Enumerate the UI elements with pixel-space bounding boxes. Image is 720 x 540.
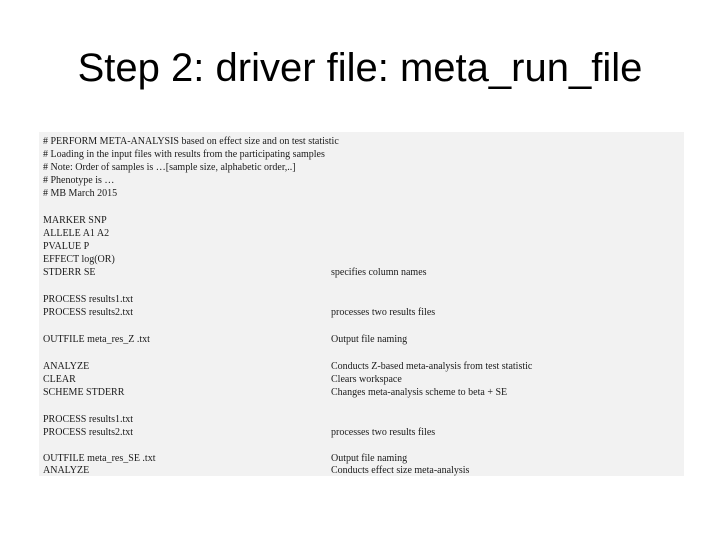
comment-line: # Loading in the input files with results from the participating samples	[43, 149, 325, 160]
analyze-note: Conducts Z-based meta-analysis from test statistic	[331, 361, 533, 372]
column-spec-line: PVALUE P	[43, 241, 90, 252]
process-note: processes two results files	[331, 427, 436, 438]
analyze-note: Conducts effect size meta-analysis	[331, 465, 470, 476]
column-spec-note: specifies column names	[331, 267, 427, 278]
column-spec-line: MARKER SNP	[43, 215, 107, 226]
column-spec-line: ALLELE A1 A2	[43, 228, 110, 239]
column-spec-line: STDERR SE	[43, 267, 96, 278]
process-line: PROCESS results1.txt	[43, 414, 134, 425]
process-line: PROCESS results1.txt	[43, 294, 134, 305]
clear-line: CLEAR	[43, 374, 76, 385]
outfile-line: OUTFILE meta_res_Z .txt	[43, 334, 150, 345]
column-spec-line: EFFECT log(OR)	[43, 254, 115, 265]
analyze-line: ANALYZE	[43, 361, 90, 372]
process-line: PROCESS results2.txt	[43, 427, 134, 438]
scheme-note: Changes meta-analysis scheme to beta + SE	[331, 387, 508, 398]
process-line: PROCESS results2.txt	[43, 307, 134, 318]
process-note: processes two results files	[331, 307, 436, 318]
outfile-note: Output file naming	[331, 334, 408, 345]
comment-line: # PERFORM META-ANALYSIS based on effect size and on test statistic	[43, 136, 339, 147]
outfile-line: OUTFILE meta_res_SE .txt	[43, 453, 156, 464]
comment-line: # Phenotype is …	[43, 175, 115, 186]
outfile-note: Output file naming	[331, 453, 408, 464]
analyze-line: ANALYZE	[43, 465, 90, 476]
clear-note: Clears workspace	[331, 374, 402, 385]
comment-line: # Note: Order of samples is …[sample size, alphabetic order,..]	[43, 162, 296, 173]
slide-title: Step 2: driver file: meta_run_file	[77, 46, 643, 90]
scheme-line: SCHEME STDERR	[43, 387, 125, 398]
code-panel	[39, 132, 684, 476]
comment-line: # MB March 2015	[43, 188, 118, 199]
